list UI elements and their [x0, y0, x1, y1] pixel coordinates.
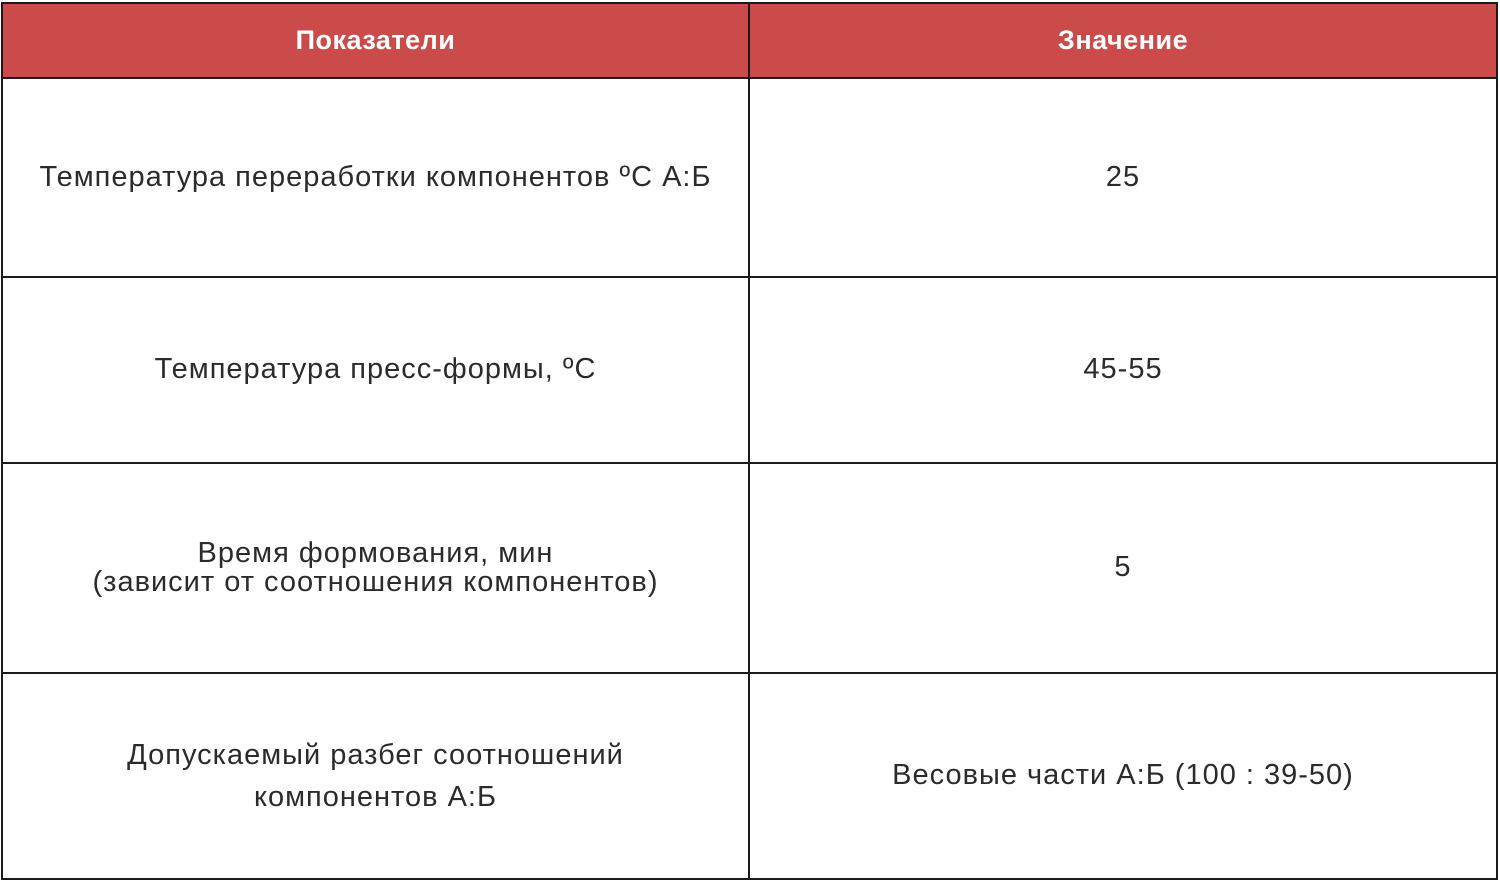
row-4-value-text: Весовые части А:Б (100 : 39-50) — [892, 759, 1354, 792]
row-3-value — [750, 462, 1496, 672]
row-4-parameter-line1: Допускаемый разбег соотношений — [127, 738, 624, 771]
row-3-parameter-line2: (зависит от соотношения компонентов) — [92, 566, 659, 598]
row-1-value — [750, 77, 1496, 276]
header-value-label: Значение — [1057, 25, 1189, 56]
header-parameters-label: Показатели — [295, 25, 456, 56]
row-3-parameter-stack — [92, 539, 658, 597]
row-4-parameter-line2: компонентов А:Б — [253, 781, 498, 813]
row-2-value-text: 45-55 — [1083, 353, 1163, 386]
parameters-table — [1, 2, 1498, 880]
row-4-parameter — [3, 672, 750, 878]
header-value — [750, 4, 1496, 77]
row-2-parameter — [3, 276, 750, 462]
row-2-value — [750, 276, 1496, 462]
row-1-parameter-text: Температура переработки компонентов ºС А:Б — [39, 160, 712, 193]
row-4-parameter-stack — [127, 734, 624, 818]
row-3-parameter-line1: Время формования, мин — [197, 537, 554, 569]
row-3-value-text: 5 — [1114, 551, 1132, 584]
row-3-parameter — [3, 462, 750, 672]
row-2-parameter-text: Температура пресс-формы, ºС — [154, 353, 597, 386]
row-1-parameter — [3, 77, 750, 276]
header-parameters — [3, 4, 750, 77]
row-4-value — [750, 672, 1496, 878]
row-1-value-text: 25 — [1105, 160, 1141, 193]
